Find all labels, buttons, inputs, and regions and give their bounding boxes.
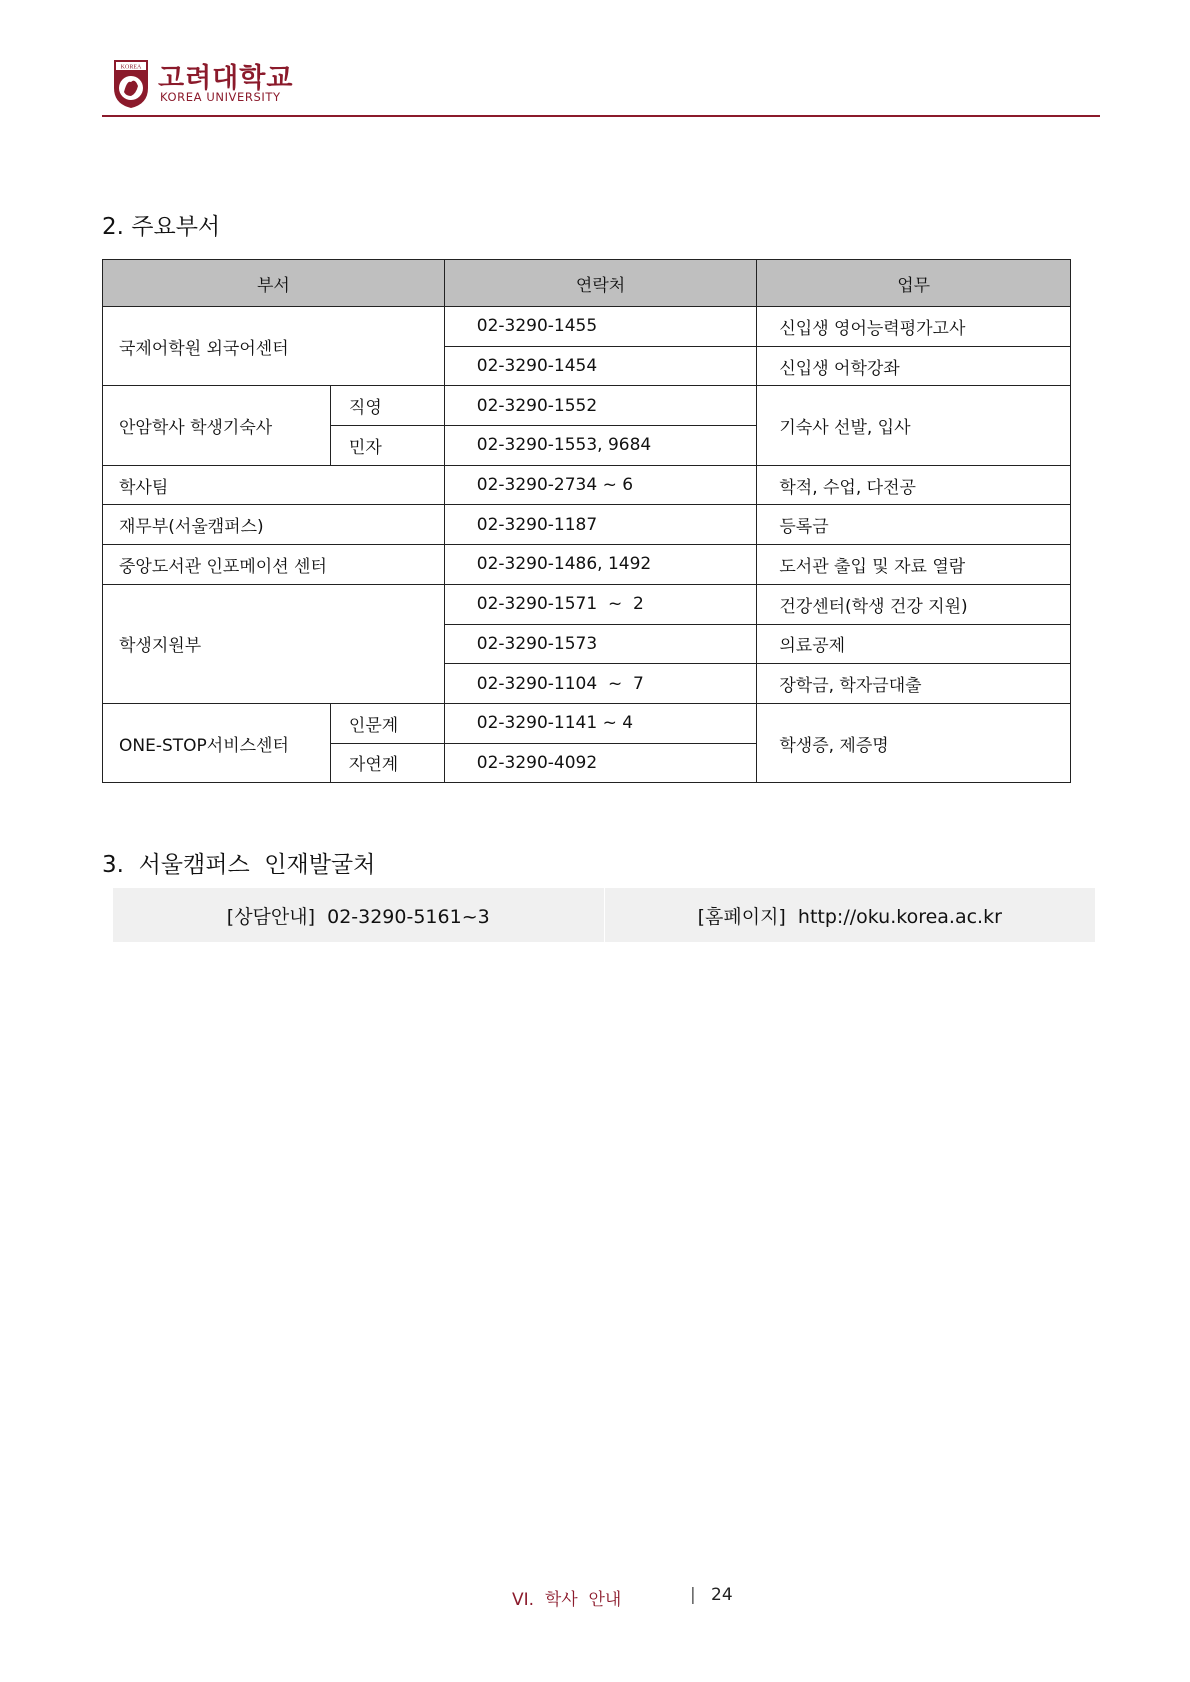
column-header-department: 부서 — [103, 260, 445, 307]
phone-number: 02-3290-1573 — [444, 624, 757, 664]
duty: 건강센터(학생 건강 지원) — [757, 584, 1071, 624]
dept-name: ONE-STOP서비스센터 — [103, 703, 331, 782]
duty: 장학금, 학자금대출 — [757, 664, 1071, 704]
logo-english-name: KOREA UNIVERSITY — [160, 90, 281, 104]
phone-number: 02-3290-1187 — [444, 505, 757, 545]
phone-number: 02-3290-1141 ~ 4 — [444, 703, 757, 743]
dept-subunit: 인문계 — [330, 703, 444, 743]
phone-number: 02-3290-4092 — [444, 743, 757, 783]
footer-chapter-label: VI. 학사 안내 — [512, 1590, 622, 1610]
consultation-phone: [상담안내] 02-3290-5161~3 — [226, 905, 490, 928]
duty: 의료공제 — [757, 624, 1071, 664]
dept-subunit: 직영 — [330, 386, 444, 426]
homepage-link[interactable]: [홈페이지] http://oku.korea.ac.kr — [604, 888, 1096, 942]
korea-university-shield-icon — [112, 58, 150, 110]
duty: 학생증, 제증명 — [757, 703, 1071, 782]
table-row — [103, 386, 1071, 426]
column-header-duty: 업무 — [757, 260, 1071, 307]
table-row — [103, 584, 1071, 624]
dept-name: 안암학사 학생기숙사 — [103, 386, 331, 465]
duty: 학적, 수업, 다전공 — [757, 465, 1071, 505]
phone-number: 02-3290-1553, 9684 — [444, 426, 757, 466]
dept-name: 학생지원부 — [103, 584, 445, 703]
contact-info-bar — [113, 888, 1095, 942]
phone-number: 02-3290-1454 — [444, 346, 757, 386]
phone-number: 02-3290-2734 ~ 6 — [444, 465, 757, 505]
duty: 신입생 영어능력평가고사 — [757, 307, 1071, 347]
page-header — [102, 52, 1100, 116]
phone-number: 02-3290-1486, 1492 — [444, 545, 757, 585]
page-number: 24 — [711, 1585, 733, 1605]
table-row — [103, 703, 1071, 743]
dept-name: 학사팀 — [103, 465, 445, 505]
dept-name: 중앙도서관 인포메이션 센터 — [103, 545, 445, 585]
duty: 등록금 — [757, 505, 1071, 545]
dept-subunit: 자연계 — [330, 743, 444, 783]
table-row — [103, 505, 1071, 545]
section-title-talent-office: 3. 서울캠퍼스 인재발굴처 — [102, 852, 376, 878]
table-row — [103, 465, 1071, 505]
phone-number: 02-3290-1455 — [444, 307, 757, 347]
shield-lettering: KOREA — [120, 64, 142, 71]
section-title-departments: 2. 주요부서 — [102, 214, 221, 240]
duty: 도서관 출입 및 자료 열람 — [757, 545, 1071, 585]
dept-name: 재무부(서울캠퍼스) — [103, 505, 445, 545]
table-row — [103, 307, 1071, 347]
header-divider — [102, 115, 1100, 117]
column-header-contact: 연락처 — [444, 260, 757, 307]
duty: 신입생 어학강좌 — [757, 346, 1071, 386]
phone-number: 02-3290-1571 ~ 2 — [444, 584, 757, 624]
dept-name: 국제어학원 외국어센터 — [103, 307, 445, 386]
phone-number: 02-3290-1552 — [444, 386, 757, 426]
logo-korean-name: 고려대학교 — [158, 63, 294, 94]
dept-subunit: 민자 — [330, 426, 444, 466]
footer-separator: | — [690, 1585, 696, 1605]
department-table — [102, 259, 1071, 783]
duty: 기숙사 선발, 입사 — [757, 386, 1071, 465]
table-header-row — [103, 260, 1071, 307]
table-row — [103, 545, 1071, 585]
phone-number: 02-3290-1104 ~ 7 — [444, 664, 757, 704]
